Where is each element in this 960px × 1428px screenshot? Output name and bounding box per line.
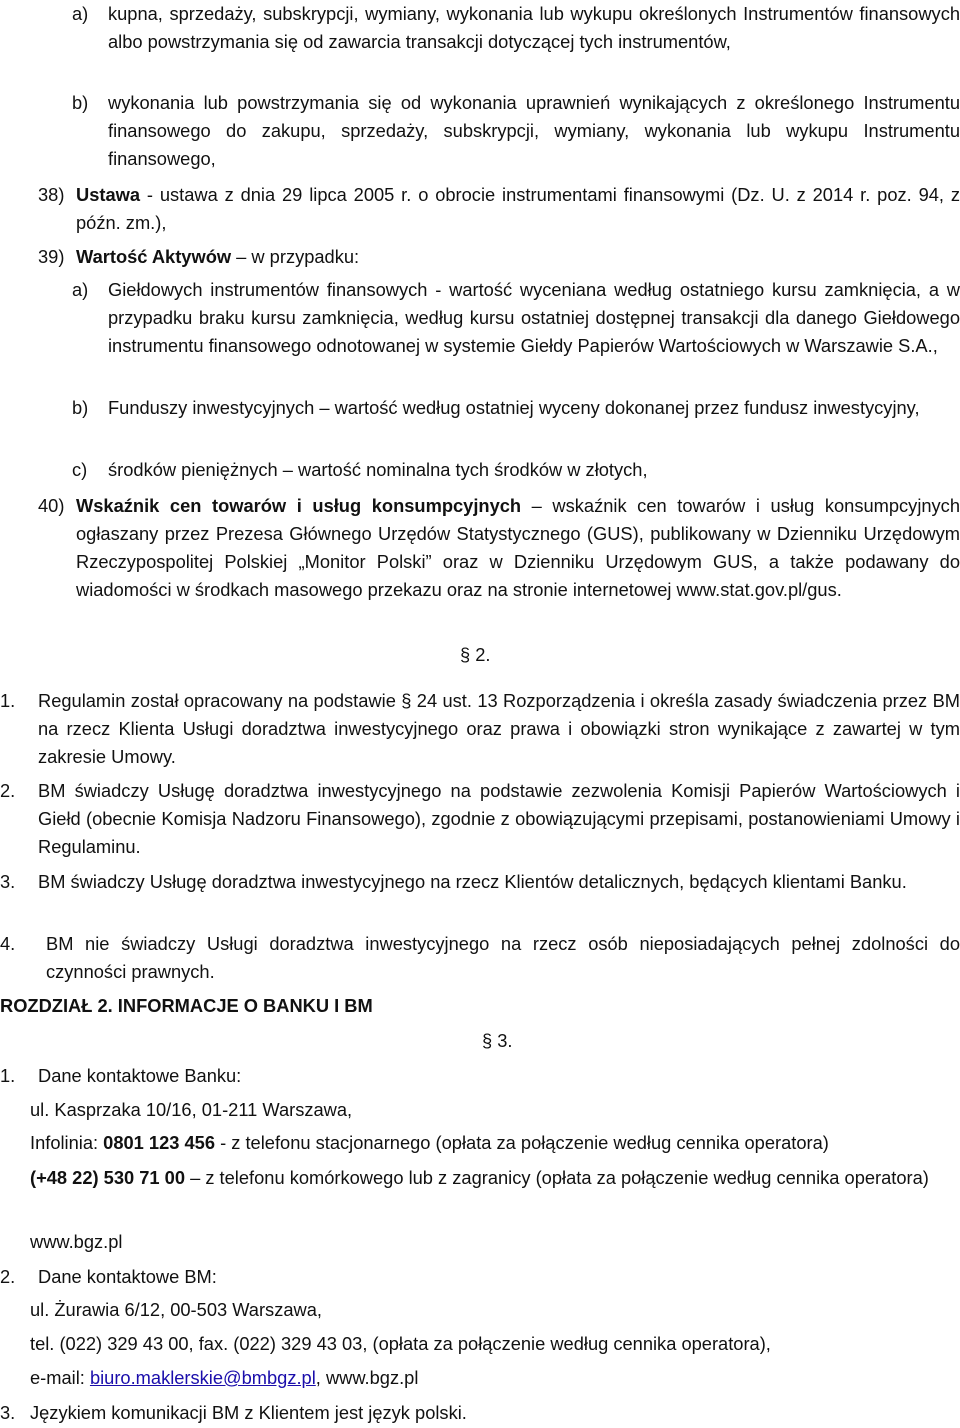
def-39-b [72,394,960,450]
bm-email-line: e-mail: biuro.maklerskie@bmbgz.pl, www.bgz.pl [30,1367,419,1388]
list-number: 1. [0,1065,16,1086]
contact-bm-title: 2. Dane kontaktowe BM: [0,1263,960,1291]
def-37-a [72,0,960,84]
language-item: 3. Językiem komunikacji BM z Klientem jest język polski. [0,1399,960,1427]
def-text: Giełdowych instrumentów finansowych - wartość wyceniana według ostatniego kursu zamknięcia, a w przypadku braku kursu zamknięcia, według kursu ostatniej dostępnej transakcji dla danego Giełdowego instrumentu finansowego odnotowanej w systemie Giełdy Papierów Wartościowych w Warszawie S.A., [108,279,960,356]
bm-address: ul. Żurawia 6/12, 00-503 Warszawa, [30,1299,322,1320]
list-number: 40) [38,495,65,516]
infolinia-number: 0801 123 456 [103,1132,216,1153]
def-text: środków pieniężnych – wartość nominalna tych środków w złotych, [108,459,648,480]
list-number: 39) [38,246,65,267]
def-text: wykonania lub powstrzymania się od wykonania uprawnień wynikających z określonego Instrumentu finansowego do zakupu, sprzedaży, subskrypcji, wymiany, wykonania lub wykupu Instrumentu finansowego, [108,92,960,169]
list-number: 3. [0,1402,16,1423]
list-letter: b) [72,397,89,418]
def-39 [38,243,960,271]
item-text: BM świadczy Usługę doradztwa inwestycyjnego na podstawie zezwolenia Komisji Papierów Wartościowych i Giełd (obecnie Komisja Nadzoru Finansowego), zgodnie z obowiązującymi przepisami, postanowieniami Umowy i Regulaminu. [38,780,960,857]
item-text: Regulamin został opracowany na podstawie § 24 ust. 13 Rozporządzenia i określa zasady świadczenia przez BM na rzecz Klienta Usługi doradztwa inwestycyjnego oraz prawa i obowiązki stron wynikające z zawartej w tym zakresie Umowy. [38,690,960,767]
def-term: Wskaźnik cen towarów i usług konsumpcyjnych [76,495,522,516]
bank-address: ul. Kasprzaka 10/16, 01-211 Warszawa, [30,1099,353,1120]
def-39-c [72,456,960,484]
def-term: Wartość Aktywów [76,246,232,267]
contact-bank-title: 1. Dane kontaktowe Banku: [0,1062,960,1090]
bm-phone-fax: tel. (022) 329 43 00, fax. (022) 329 43 03, (opłata za połączenie według cennika operatora), [30,1333,771,1354]
def-text: Funduszy inwestycyjnych – wartość według ostatniej wyceny dokonanej przez fundusz inwestycyjny, [108,397,920,418]
bank-mobile: (+48 22) 530 71 00 – z telefonu komórkowego lub z zagranicy (opłata za połączenie według cennika operatora) [30,1167,929,1188]
def-term: Ustawa [76,184,141,205]
section2-item-4 [0,930,960,986]
def-37-b [72,89,960,173]
section2-item-2 [0,777,960,861]
list-letter: b) [72,92,89,113]
bank-infolinia: Infolinia: 0801 123 456 - z telefonu stacjonarnego (opłata za połączenie według cennika operatora) [30,1132,829,1153]
list-number: 4. [0,933,16,954]
list-number: 38) [38,184,65,205]
email-link[interactable]: biuro.maklerskie@bmbgz.pl [89,1367,316,1388]
def-text: kupna, sprzedaży, subskrypcji, wymiany, wykonania lub wykupu określonych Instrumentów finansowych albo powstrzymania się od zawarcia transakcji dotyczącej tych instrumentów, [108,3,960,52]
mobile-number: (+48 22) 530 71 00 [30,1167,186,1188]
def-text: – wskaźnik cen towarów i usług konsumpcyjnych ogłaszany przez Prezesa Głównego Urzędów Statystycznego (GUS), publikowany w Dzienniku Urzędowym Rzeczypospolitej Polskiej „Monitor Polski” oraz w Dzienniku Urzędowym GUS, a także podawany do wiadomości w środkach masowego przekazu oraz na stronie internetowej www.stat.gov.pl/gus. [76,495,960,600]
list-number: 1. [0,690,16,711]
def-40 [38,492,960,632]
list-letter: c) [72,459,88,480]
def-intro: – w przypadku: [231,246,360,267]
section2-item-1 [0,687,960,771]
list-number: 2. [0,780,16,801]
def-38 [38,181,960,237]
list-number: 3. [0,871,16,892]
section-label: § 2. [460,644,491,665]
def-text: - ustawa z dnia 29 lipca 2005 r. o obrocie instrumentami finansowymi (Dz. U. z 2014 r. poz. 94, z późn. zm.), [76,184,960,233]
list-letter: a) [72,3,89,24]
chapter-heading: ROZDZIAŁ 2. INFORMACJE O BANKU I BM [0,995,373,1016]
item-text: BM świadczy Usługę doradztwa inwestycyjnego na rzecz Klientów detalicznych, będących klientami Banku. [38,871,907,892]
list-letter: a) [72,279,89,300]
item-text: BM nie świadczy Usługi doradztwa inwestycyjnego na rzecz osób nieposiadających pełnej zdolności do czynności prawnych. [46,933,960,982]
section-label: § 3. [482,1030,513,1051]
list-number: 2. [0,1266,16,1287]
section2-item-3 [0,868,960,924]
def-39-a [72,276,960,388]
bank-website: www.bgz.pl [30,1231,123,1252]
